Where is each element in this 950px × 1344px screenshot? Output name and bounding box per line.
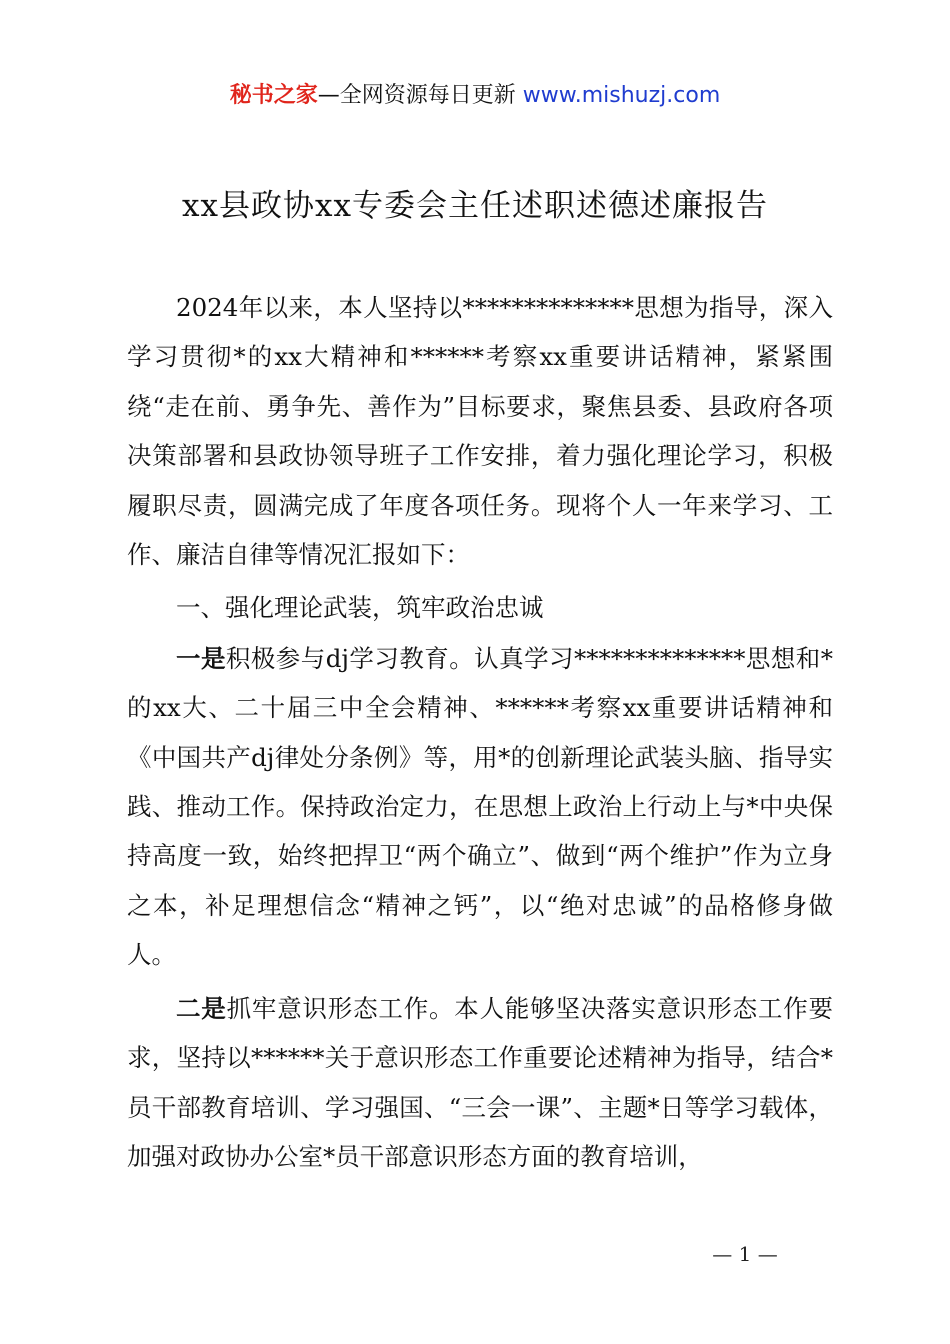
page-number: — 1 — [712, 1242, 778, 1266]
intro-paragraph [127, 283, 833, 579]
section-heading [127, 583, 833, 632]
site-tagline: —全网资源每日更新 [317, 83, 516, 108]
site-url-link[interactable]: www.mishuzj.com [522, 83, 721, 108]
paragraph-text: 积极参与dj学习教育。认真学习**************思想和*的xx大、二十届三中全会精神、******考察xx重要讲话精神和《中国共产dj律处分条例》等，用*的创新理论武装头脑、指导实践、推动工作。保持政治定力，在思想上政治上行动上与*中央保持高度一致，始终把捍卫“两个确立”、做到“两个维护”作为立身之本，补足理想信念“精神之钙”，以“绝对忠诚”的品格修身做人。 [127, 643, 834, 970]
body-paragraph [127, 984, 833, 1182]
paragraph-text: 抓牢意识形态工作。本人能够坚决落实意识形态工作要求，坚持以******关于意识形态工作重要论述精神为指导，结合*员干部教育培训、学习强国、“三会一课”、主题*日等学习载体，加强对政协办公室*员干部意识形态方面的教育培训， [127, 993, 834, 1171]
paragraph-text: 2024年以来，本人坚持以**************思想为指导，深入学习贯彻*的xx大精神和******考察xx重要讲话精神，紧紧围绕“走在前、勇争先、善作为”目标要求，聚焦县委、县政府各项决策部署和县政协领导班子工作安排，着力强化理论学习，积极履职尽责，圆满完成了年度各项任务。现将个人一年来学习、工作、廉洁自律等情况汇报如下： [127, 293, 833, 570]
body-paragraph [127, 634, 833, 980]
paragraph-lead: 二是 [176, 993, 227, 1023]
section-heading-text: 一、强化理论武装，筑牢政治忠诚 [176, 593, 544, 623]
document-title: xx县政协xx专委会主任述职述德述廉报告 [182, 188, 768, 224]
paragraph-lead: 一是 [176, 643, 226, 673]
site-header [0, 80, 950, 112]
site-brand: 秘书之家 [229, 83, 318, 108]
document-body [127, 283, 833, 1181]
